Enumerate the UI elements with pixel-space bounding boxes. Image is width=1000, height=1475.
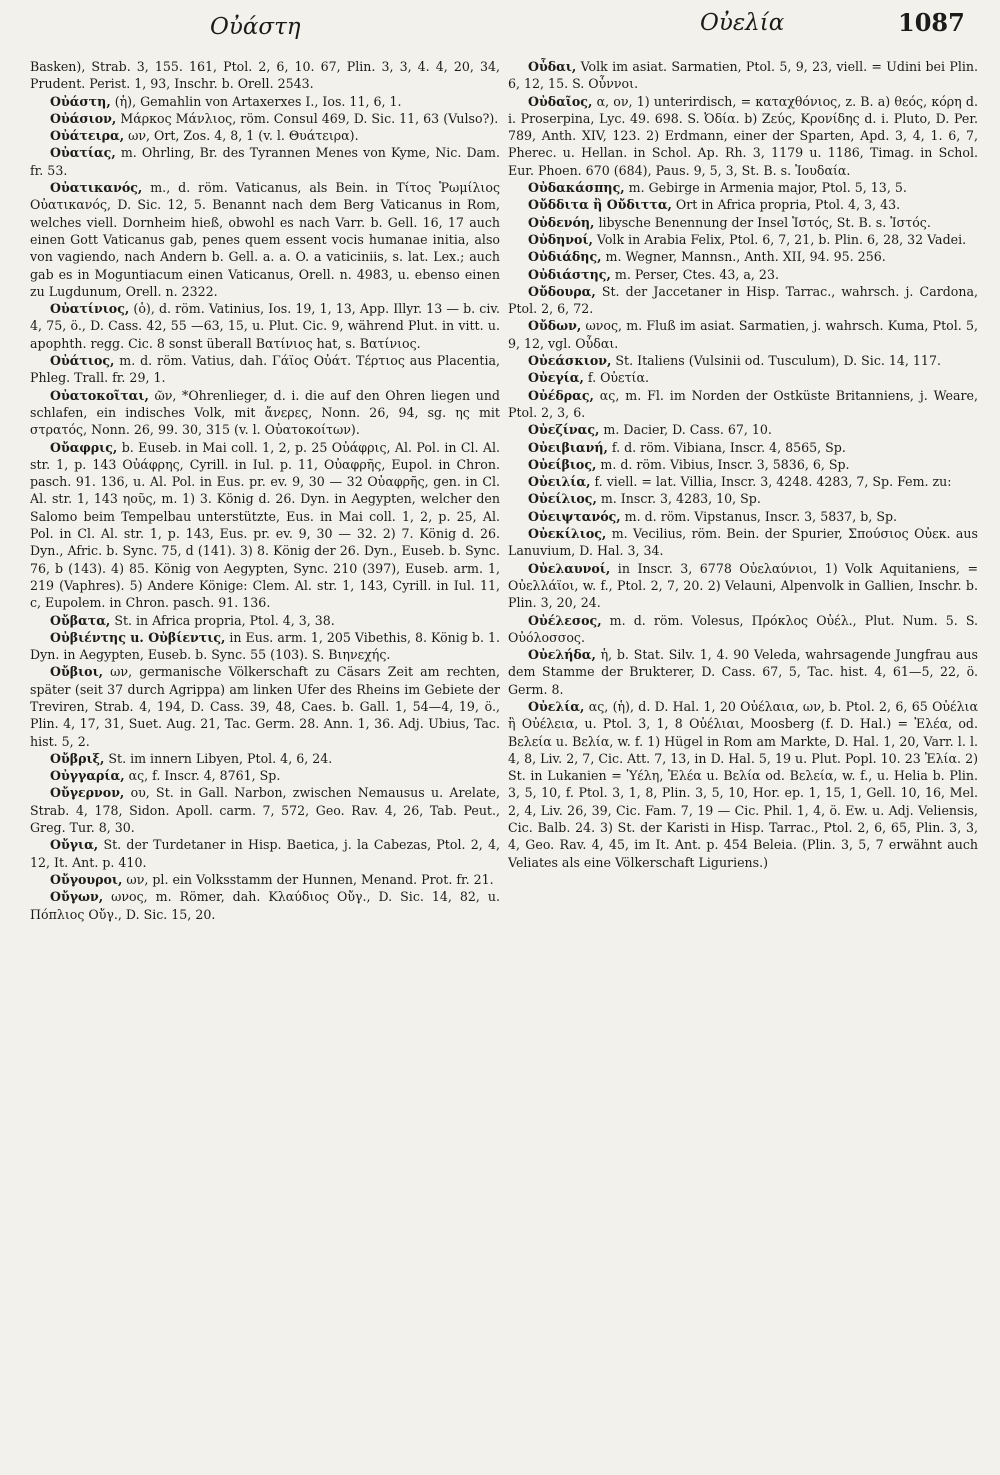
entry-headword: Οὐεζίνας, — [528, 422, 600, 438]
entry-text: ας, (ἡ), d. D. Hal. 1, 20 Οὐέλαια, ων, b. Ptol. 2, 6, 65 Οὐέλια ἢ Οὐέλεια, u. Ptol. 3, 1, 8 Οὐέλιαι, Moosberg (f. D. Hal.) = Ἐλέα, od. Βελεία u. Βελία, w. f. 1) Hügel in Rom am Markte, D. Hal. 1, 20, Varr. l. l. 4, 8, Liv. 2, 7, Cic. Att. 7, 13, in D. Hal. 5, 19 u. Plut. Popl. 10. 23 Ἐλία. 2) St. in Lukanien = Ὑέλη, Ἐλέα u. Βελία od. Βελεία, w. f., u. Helia b. Plin. 3, 5, 10, f. Ptol. 3, 1, 8, Plin. 3, 5, 10, Hor. ep. 1, 15, 1, Gell. 10, 16, Mel. 2, 4, Liv. 26, 39, Cic. Fam. 7, 19 — Cic. Phil. 1, 4, ö. Ew. u. Adj. Veliensis, Cic. Balb. 24. 3) St. der Karisti in Hisp. Tarrac., Ptol. 2, 6, 65, Plin. 3, 3, 4, Geo. Rav. 4, 45, im It. Ant. p. 454 Beleia. (Plin. 3, 5, 7 erwähnt auch Veliates als eine Völkerschaft Liguriens.) — [508, 698, 978, 870]
right-column — [508, 58, 978, 1468]
entry-headword: Οὐατικανός, — [50, 180, 143, 196]
dictionary-entry — [508, 317, 978, 352]
entry-headword: Οὐελαυνοί, — [528, 560, 611, 576]
entry-text: m. Dacier, D. Cass. 67, 10. — [599, 422, 772, 438]
dictionary-entry — [30, 127, 500, 144]
entry-text: St. in Africa propria, Ptol. 4, 3, 38. — [110, 612, 335, 628]
entry-text: m., d. röm. Vaticanus, als Bein. in Τίτος Ῥωμίλιος Οὐατικανός, D. Sic. 12, 5. Benannt nach dem Berg Vaticanus in Rom, welches viell. Dornheim hieß, obwohl es nach Varr. b. Gell. 16, 17 auch einen Gott Vaticanus gab, penes quem essent vocis humanae initia, also von vagiendo, nach Andern b. Gell. a. a. O. a vaticiniis, s. lat. Lex.; auch gab es in Moguntiacum einen Vaticanus, Orell. n. 4983, u. ebenso einen zu Lugdunum, Orell. n. 2322. — [30, 180, 500, 299]
header-left-catchword: Οὐάστη — [210, 14, 301, 40]
dictionary-entry — [508, 58, 978, 93]
entry-headword: Οὐεάσκιον, — [528, 353, 612, 369]
entry-text: b. Euseb. in Mai coll. 1, 2, p. 25 Οὐάφρις, Al. Pol. in Cl. Al. str. 1, p. 143 Οὐάφρης, Cyrill. in Iul. p. 11, Οὐαφρῆς, Eupol. in Chron. pasch. 91. 136, u. Al. Pol. in Eus. pr. ev. 9, 30 — 32 Οὐαφρῆς, gen. in Cl. Al. str. 1, 143 ηοῦς, m. 1) 3. König d. 26. Dyn. in Aegypten, welcher den Salomo beim Tempelbau unterstützte, Eus. in Mai coll. 1, 2, p. 25, Al. Pol. in Cl. Al. str. 1, p. 143, Eus. pr. ev. 9, 30 — 32. 2) 7. König d. 26. Dyn., Afric. b. Sync. 75, d (141). 3) 8. König der 26. Dyn., Euseb. b. Sync. 76, b (143). 4) 85. König von Aegypten, Sync. 210 (397), Euseb. arm. 1, 219 (Vaphres). 5) Andere Könige: Clem. Al. str. 1, 143, Cyrill. in Iul. 11, c, Eupolem. in Chron. pasch. 91. 136. — [30, 439, 500, 611]
entry-text: m. Perser, Ctes. 43, a, 23. — [610, 266, 779, 282]
dictionary-entry — [30, 750, 500, 767]
dictionary-entry — [508, 266, 978, 283]
dictionary-entry — [30, 300, 500, 352]
dictionary-entry — [30, 663, 500, 749]
dictionary-entry — [30, 352, 500, 387]
entry-text: ας, f. Inscr. 4, 8761, Sp. — [124, 768, 281, 784]
entry-text: ων, pl. ein Volksstamm der Hunnen, Menand. Prot. fr. 21. — [122, 871, 494, 887]
dictionary-entry — [30, 767, 500, 784]
dictionary-entry — [508, 93, 978, 179]
entry-text: m. d. röm. Volesus, Πρόκλος Οὐέλ., Plut. Num. 5. S. Οὐόλοσσος. — [508, 612, 978, 645]
entry-text: (ἡ), Gemahlin von Artaxerxes I., Ios. 11, 6, 1. — [110, 93, 402, 109]
entry-text: Basken), Strab. 3, 155. 161, Ptol. 2, 6, 10. 67, Plin. 3, 3, 4. 4, 20, 34, Prudent. Perist. 1, 93, Inschr. b. Orell. 2543. — [30, 59, 500, 92]
dictionary-entry — [508, 421, 978, 438]
entry-headword: Οὐείλιος, — [528, 491, 597, 507]
entry-headword: Οὐειψτανός, — [528, 508, 621, 524]
entry-headword: Οὐδιάστης, — [528, 266, 611, 282]
entry-headword: Οὐδενόη, — [528, 214, 595, 230]
entry-headword: Οὐείβιος, — [528, 456, 597, 472]
entry-text: m. Ohrling, Br. des Tyrannen Menes von Kyme, Nic. Dam. fr. 53. — [30, 145, 500, 178]
entry-text: f. d. röm. Vibiana, Inscr. 4, 8565, Sp. — [607, 439, 846, 455]
entry-headword: Οὔδουρα, — [528, 283, 596, 299]
entry-headword: Οὐβιέντης u. Οὐβίεντις, — [50, 629, 226, 645]
entry-headword: Οὐδιάδης, — [528, 249, 602, 265]
dictionary-entry — [30, 93, 500, 110]
entry-text: St. Italiens (Vulsinii od. Tusculum), D. Sic. 14, 117. — [611, 353, 941, 369]
dictionary-entry — [30, 144, 500, 179]
entry-headword: Οὔγων, — [50, 889, 104, 905]
dictionary-entry — [508, 369, 978, 386]
entry-headword: Οὐατίνιος, — [50, 301, 130, 317]
entry-headword: Οὔγια, — [50, 837, 99, 853]
dictionary-entry — [508, 231, 978, 248]
entry-text: St. der Jaccetaner in Hisp. Tarrac., wahrsch. j. Cardona, Ptol. 2, 6, 72. — [508, 283, 978, 317]
dictionary-entry — [30, 387, 500, 439]
dictionary-entry — [508, 283, 978, 318]
entry-text: m. d. röm. Vibius, Inscr. 3, 5836, 6, Sp. — [596, 456, 850, 472]
dictionary-entry — [30, 612, 500, 629]
entry-text: m. d. röm. Vipstanus, Inscr. 3, 5837, b, Sp. — [620, 508, 898, 524]
dictionary-entry — [30, 58, 500, 93]
entry-text: Volk in Arabia Felix, Ptol. 6, 7, 21, b. Plin. 6, 28, 32 Vadei. — [592, 231, 967, 247]
dictionary-entry — [508, 352, 978, 369]
entry-headword: Οὐδαῖος, — [528, 93, 593, 109]
entry-text: ἡ, b. Stat. Silv. 1, 4. 90 Veleda, wahrsagende Jungfrau aus dem Stamme der Brukterer, D. Cass. 67, 5, Tac. hist. 4, 61—5, 22, ö. Germ. 8. — [508, 647, 978, 697]
entry-text: ωνος, m. Römer, dah. Κλαύδιος Οὔγ., D. Sic. 14, 82, u. Πόπλιος Οὔγ., D. Sic. 15, 20. — [30, 889, 500, 922]
dictionary-entry — [508, 560, 978, 612]
dictionary-entry — [508, 473, 978, 490]
dictionary-entry — [508, 387, 978, 422]
entry-headword: Οὐελήδα, — [528, 647, 596, 663]
entry-headword: Οὐεκίλιος, — [528, 526, 607, 542]
entry-text: ου, St. in Gall. Narbon, zwischen Nemausus u. Arelate, Strab. 4, 178, Sidon. Apoll. carm. 7, 572, Geo. Rav. 4, 26, Tab. Peut., Greg. Tur. 8, 30. — [30, 785, 500, 836]
entry-text: Μάρκος Μάνλιος, röm. Consul 469, D. Sic. 11, 63 (Vulso?). — [116, 110, 499, 126]
header-right-catchword: Οὐελία — [700, 10, 785, 36]
entry-text: in Eus. arm. 1, 205 Vibethis, 8. König b. 1. Dyn. in Aegypten, Euseb. b. Sync. 55 (103). S. Βιηνεχής. — [30, 629, 500, 663]
entry-headword: Οὔβατα, — [50, 612, 111, 628]
dictionary-entry — [508, 646, 978, 698]
dictionary-entry — [30, 888, 500, 923]
dictionary-entry — [508, 456, 978, 473]
dictionary-entry — [508, 214, 978, 231]
entry-headword: Οὐέδρας, — [528, 387, 594, 403]
entry-headword: Οὔγερνον, — [50, 785, 125, 801]
dictionary-entry — [508, 698, 978, 871]
dictionary-entry — [508, 248, 978, 265]
dictionary-entry — [508, 196, 978, 213]
entry-headword: Οὐδακάσπης, — [528, 180, 625, 196]
entry-text: Ort in Africa propria, Ptol. 4, 3, 43. — [671, 197, 901, 213]
page-number: 1087 — [898, 8, 965, 37]
dictionary-entry — [30, 836, 500, 871]
entry-text: St. im innern Libyen, Ptol. 4, 6, 24. — [104, 750, 333, 766]
entry-headword: Οὔδδιτα ἢ Οὔδιττα, — [528, 197, 672, 213]
entry-headword: Οὐάστη, — [50, 93, 111, 109]
dictionary-entry — [30, 179, 500, 300]
entry-headword: Οὐγγαρία, — [50, 768, 125, 784]
entry-text: m. Gebirge in Armenia major, Ptol. 5, 13, 5. — [624, 180, 907, 196]
entry-headword: Οὔδων, — [528, 318, 582, 334]
entry-headword: Οὐατίας, — [50, 145, 116, 161]
page-header — [0, 0, 1000, 58]
dictionary-entry — [508, 490, 978, 507]
dictionary-entry — [508, 525, 978, 560]
entry-text: m. Inscr. 3, 4283, 10, Sp. — [596, 491, 761, 507]
entry-text: ῶν, *Ohrenlieger, d. i. die auf den Ohren liegen und schlafen, ein indisches Volk, mit ἄνερες, Nonn. 26, 94, sg. ης mit στρατός, Nonn. 26, 99. 30, 315 (v. l. Οὐατοκοίτων). — [30, 387, 500, 438]
entry-text: ων, germanische Völkerschaft zu Cäsars Zeit am rechten, später (seit 37 durch Agrippa) am linken Ufer des Rheins im Gebiete der Treviren, Strab. 4, 194, D. Cass. 39, 48, Caes. b. Gall. 1, 54—4, 19, ö., Plin. 4, 17, 31, Suet. Aug. 21, Tac. Germ. 28. Ann. 1, 36. Adj. Ubius, Tac. hist. 5, 2. — [30, 664, 500, 749]
entry-text: m. d. röm. Vatius, dah. Γάϊος Οὐάτ. Τέρτιος aus Placentia, Phleg. Trall. fr. 29, 1. — [30, 353, 500, 386]
dictionary-entry — [30, 629, 500, 664]
entry-headword: Οὐάσιον, — [50, 110, 117, 126]
entry-headword: Οὐειλία, — [528, 474, 591, 490]
entry-text: Volk im asiat. Sarmatien, Ptol. 5, 9, 23, viell. = Udini bei Plin. 6, 12, 15. S. Οὖννοι. — [508, 59, 978, 92]
entry-headword: Οὔγουροι, — [50, 871, 123, 887]
entry-text: α, ον, 1) unterirdisch, = καταχθόνιος, z. B. a) θεός, κόρη d. i. Proserpina, Lyc. 49. 698. S. Ὀδία. b) Ζεύς, Κρονίδης d. i. Pluto, D. Per. 789, Anth. XIV, 123. 2) Erdmann, einer der Sparten, Apd. 3, 4, 1. 6, 7, Pherec. u. Hellan. in Schol. Ap. Rh. 3, 1179 u. 1186, Timag. in Schol. Eur. Phoen. 670 (684), Paus. 9, 5, 3, St. B. s. Ἰουδαία. — [508, 93, 978, 178]
dictionary-entry — [508, 179, 978, 196]
dictionary-entry — [508, 612, 978, 647]
entry-text: in Inscr. 3, 6778 Οὐελαύνιοι, 1) Volk Aquitaniens, = Οὐελλάϊοι, w. f., Ptol. 2, 7, 20. 2) Velauni, Alpenvolk in Gallien, Inschr. b. Plin. 3, 20, 24. — [508, 560, 978, 611]
entry-headword: Οὐδηνοί, — [528, 231, 593, 247]
entry-text: ας, m. Fl. im Norden der Ostküste Britanniens, j. Weare, Ptol. 2, 3, 6. — [508, 387, 978, 420]
entry-text: ων, Ort, Zos. 4, 8, 1 (v. l. Θυάτειρα). — [124, 128, 359, 144]
dictionary-entry — [30, 871, 500, 888]
dictionary-entry — [508, 439, 978, 456]
entry-text: f. Οὐετία. — [583, 370, 649, 386]
entry-headword: Οὐελία, — [528, 698, 585, 714]
entry-text: ωνος, m. Fluß im asiat. Sarmatien, j. wahrsch. Kuma, Ptol. 5, 9, 12, vgl. Οὖδαι. — [508, 318, 978, 351]
entry-headword: Οὔαφρις, — [50, 439, 118, 455]
entry-headword: Οὐεγία, — [528, 370, 584, 386]
entry-text: libysche Benennung der Insel Ἱστός, St. B. s. Ἱστός. — [594, 214, 931, 230]
entry-text: f. viell. = lat. Villia, Inscr. 3, 4248. 4283, 7, Sp. Fem. zu: — [590, 474, 952, 490]
dictionary-entry — [30, 784, 500, 836]
entry-text: (ὁ), d. röm. Vatinius, Ios. 19, 1, 13, App. Illyr. 13 — b. civ. 4, 75, ö., D. Cass. 42, 55 —63, 15, u. Plut. Cic. 9, während Plut. in vitt. u. apophth. regg. Cic. 8 sonst überall Βατίνιος hat, s. Βατίνιος. — [30, 301, 500, 351]
entry-headword: Οὖδαι, — [528, 59, 577, 74]
dictionary-entry — [508, 508, 978, 525]
entry-text: m. Vecilius, röm. Bein. der Spurier, Σπούσιος Οὐεκ. aus Lanuvium, D. Hal. 3, 34. — [508, 526, 978, 559]
dictionary-entry — [30, 110, 500, 127]
dictionary-entry — [30, 439, 500, 612]
entry-headword: Οὐέλεσος, — [528, 612, 602, 628]
entry-headword: Οὔβιοι, — [50, 664, 104, 680]
entry-headword: Οὐειβιανή, — [528, 439, 608, 455]
entry-headword: Οὐατοκοῖται, — [50, 387, 149, 403]
entry-text: m. Wegner, Mannsn., Anth. XII, 94. 95. 256. — [601, 249, 886, 265]
left-column — [30, 58, 500, 1468]
entry-headword: Οὐάτειρα, — [50, 128, 125, 144]
entry-headword: Οὔβριξ, — [50, 750, 105, 766]
entry-headword: Οὐάτιος, — [50, 353, 115, 369]
entry-text: St. der Turdetaner in Hisp. Baetica, j. la Cabezas, Ptol. 2, 4, 12, It. Ant. p. 410. — [30, 837, 500, 870]
